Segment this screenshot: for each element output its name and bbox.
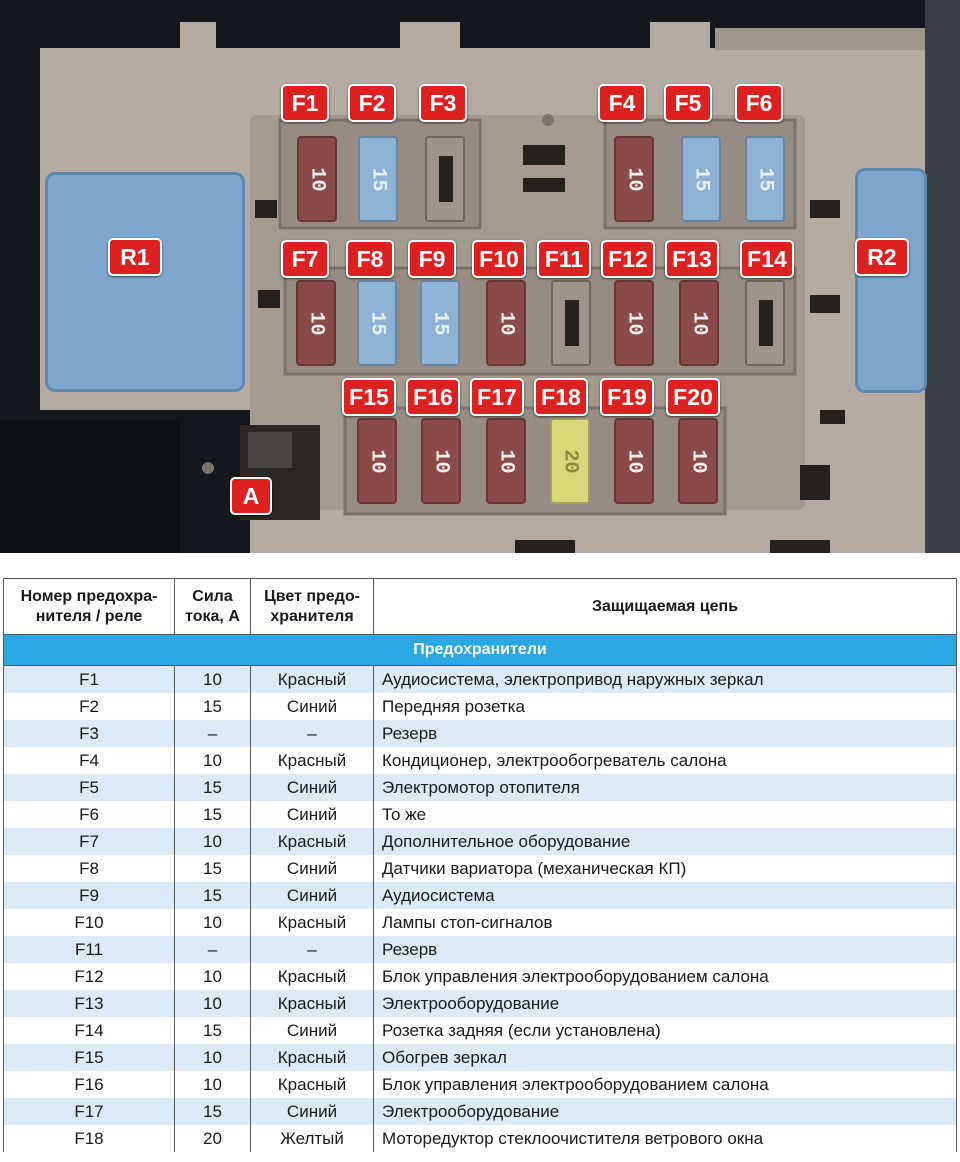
cell-color: – xyxy=(251,720,374,747)
table-row xyxy=(4,990,957,1017)
table-row xyxy=(4,1071,957,1098)
fuse-box-photo xyxy=(0,0,960,553)
cell-color: Синий xyxy=(251,693,374,720)
fuse-f1 xyxy=(297,136,337,222)
cell-circuit: Аудиосистема, электропривод наружных зеркал xyxy=(374,666,957,694)
table-row xyxy=(4,801,957,828)
cell-color: Красный xyxy=(251,963,374,990)
fuse-label-f17: F17 xyxy=(470,378,524,416)
cell-number: F2 xyxy=(4,693,175,720)
cell-circuit: Блок управления электрооборудованием салона xyxy=(374,963,957,990)
fuse-f13 xyxy=(679,280,719,366)
fuse-f18-rating: 20 xyxy=(558,448,582,474)
cell-current: 15 xyxy=(175,693,251,720)
cell-color: Синий xyxy=(251,855,374,882)
fuse-f17-rating: 10 xyxy=(494,448,518,474)
fuse-label-f20: F20 xyxy=(666,378,720,416)
cell-number: F6 xyxy=(4,801,175,828)
fuse-f9 xyxy=(420,280,460,366)
fuse-label-f7: F7 xyxy=(281,240,329,278)
cell-current: 10 xyxy=(175,963,251,990)
cell-number: F1 xyxy=(4,666,175,694)
fuse-f1-rating: 10 xyxy=(305,166,329,192)
cell-current: 10 xyxy=(175,909,251,936)
cell-circuit: Моторедуктор стеклоочистителя ветрового окна xyxy=(374,1125,957,1152)
fuse-label-f10: F10 xyxy=(472,240,526,278)
cell-number: F4 xyxy=(4,747,175,774)
fuse-f8 xyxy=(357,280,397,366)
cell-number: F12 xyxy=(4,963,175,990)
cell-number: F5 xyxy=(4,774,175,801)
cell-current: 15 xyxy=(175,1017,251,1044)
fuse-f18 xyxy=(550,418,590,504)
cell-color: Синий xyxy=(251,1098,374,1125)
fuse-label-f12: F12 xyxy=(601,240,655,278)
cell-circuit: Резерв xyxy=(374,936,957,963)
cell-current: 10 xyxy=(175,828,251,855)
table-row xyxy=(4,1098,957,1125)
header-number: Номер предохра-нителя / реле xyxy=(4,579,175,635)
table-row xyxy=(4,747,957,774)
cell-current: 15 xyxy=(175,855,251,882)
table-body xyxy=(4,635,957,1153)
cell-number: F11 xyxy=(4,936,175,963)
relay-label-r2: R2 xyxy=(855,238,909,276)
relay-r1-body xyxy=(45,172,245,392)
fuse-f7-rating: 10 xyxy=(304,310,328,336)
cell-number: F14 xyxy=(4,1017,175,1044)
table-row xyxy=(4,882,957,909)
cell-current: 10 xyxy=(175,1044,251,1071)
table-row xyxy=(4,909,957,936)
fuse-f10-rating: 10 xyxy=(494,310,518,336)
fuse-label-f16: F16 xyxy=(406,378,460,416)
cell-color: Красный xyxy=(251,909,374,936)
fuse-f8-rating: 15 xyxy=(365,310,389,336)
fuse-f12-rating: 10 xyxy=(622,310,646,336)
cell-circuit: Электромотор отопителя xyxy=(374,774,957,801)
fuse-label-f15: F15 xyxy=(342,378,396,416)
cell-current: 10 xyxy=(175,990,251,1017)
cell-color: – xyxy=(251,936,374,963)
table-row xyxy=(4,936,957,963)
fuse-label-f19: F19 xyxy=(600,378,654,416)
cell-current: – xyxy=(175,720,251,747)
fuse-f20 xyxy=(678,418,718,504)
cell-color: Желтый xyxy=(251,1125,374,1152)
fuse-f16 xyxy=(421,418,461,504)
cell-current: 15 xyxy=(175,801,251,828)
fuse-label-f9: F9 xyxy=(408,240,456,278)
cell-circuit: Лампы стоп-сигналов xyxy=(374,909,957,936)
fuse-f4-rating: 10 xyxy=(622,166,646,192)
section-title: Предохранители xyxy=(4,635,957,666)
fuse-f5 xyxy=(681,136,721,222)
relay-r2-body xyxy=(855,168,927,393)
section-row xyxy=(4,635,957,666)
cell-current: 10 xyxy=(175,1071,251,1098)
fuse-f19 xyxy=(614,418,654,504)
cell-color: Красный xyxy=(251,747,374,774)
cell-circuit: Розетка задняя (если установлена) xyxy=(374,1017,957,1044)
fuse-f12 xyxy=(614,280,654,366)
cell-circuit: Датчики вариатора (механическая КП) xyxy=(374,855,957,882)
table-row xyxy=(4,855,957,882)
cell-number: F17 xyxy=(4,1098,175,1125)
cell-current: 15 xyxy=(175,774,251,801)
fuse-label-f11: F11 xyxy=(537,240,591,278)
table-row xyxy=(4,963,957,990)
cell-number: F7 xyxy=(4,828,175,855)
table-row xyxy=(4,666,957,694)
cell-color: Красный xyxy=(251,1071,374,1098)
cell-number: F10 xyxy=(4,909,175,936)
fuse-label-f3: F3 xyxy=(419,84,467,122)
cell-color: Синий xyxy=(251,882,374,909)
cell-number: F18 xyxy=(4,1125,175,1152)
cell-circuit: Кондиционер, электрообогреватель салона xyxy=(374,747,957,774)
fuse-f7 xyxy=(296,280,336,366)
fuse-f19-rating: 10 xyxy=(622,448,646,474)
table-row xyxy=(4,774,957,801)
slot-f14-empty xyxy=(745,280,785,366)
cell-circuit: Обогрев зеркал xyxy=(374,1044,957,1071)
fuse-f17 xyxy=(486,418,526,504)
cell-number: F13 xyxy=(4,990,175,1017)
cell-color: Синий xyxy=(251,1017,374,1044)
cell-current: – xyxy=(175,936,251,963)
fuse-f2-rating: 15 xyxy=(366,166,390,192)
cell-number: F15 xyxy=(4,1044,175,1071)
fuse-f20-rating: 10 xyxy=(686,448,710,474)
cell-color: Красный xyxy=(251,990,374,1017)
fuse-f13-rating: 10 xyxy=(687,310,711,336)
slot-f3-empty xyxy=(425,136,465,222)
fuse-f6 xyxy=(745,136,785,222)
table-row xyxy=(4,693,957,720)
fuse-label-f5: F5 xyxy=(664,84,712,122)
cell-circuit: Резерв xyxy=(374,720,957,747)
table-row xyxy=(4,1017,957,1044)
cell-color: Красный xyxy=(251,1044,374,1071)
fuse-table-container xyxy=(0,578,960,1152)
fuse-f4 xyxy=(614,136,654,222)
header-current: Сила тока, А xyxy=(175,579,251,635)
fuse-label-f6: F6 xyxy=(735,84,783,122)
cell-circuit: Электрооборудование xyxy=(374,990,957,1017)
fuse-f15 xyxy=(357,418,397,504)
fuse-f15-rating: 10 xyxy=(365,448,389,474)
fuse-f2 xyxy=(358,136,398,222)
fuse-label-f18: F18 xyxy=(534,378,588,416)
cell-circuit: Аудиосистема xyxy=(374,882,957,909)
cell-current: 15 xyxy=(175,1098,251,1125)
fuse-f16-rating: 10 xyxy=(429,448,453,474)
header-color: Цвет предо-хранителя xyxy=(251,579,374,635)
slot-f11-empty xyxy=(551,280,591,366)
fuse-label-f8: F8 xyxy=(346,240,394,278)
table-row xyxy=(4,828,957,855)
cell-circuit: Блок управления электрооборудованием салона xyxy=(374,1071,957,1098)
table-row xyxy=(4,720,957,747)
cell-number: F8 xyxy=(4,855,175,882)
cell-circuit: То же xyxy=(374,801,957,828)
fuse-table xyxy=(3,578,957,1152)
fuse-label-f1: F1 xyxy=(281,84,329,122)
fuse-label-f14: F14 xyxy=(740,240,794,278)
cell-current: 10 xyxy=(175,747,251,774)
fuse-f5-rating: 15 xyxy=(689,166,713,192)
fuse-f10 xyxy=(486,280,526,366)
relay-label-a: A xyxy=(230,477,272,515)
cell-color: Синий xyxy=(251,774,374,801)
cell-circuit: Электрооборудование xyxy=(374,1098,957,1125)
cell-current: 15 xyxy=(175,882,251,909)
cell-current: 10 xyxy=(175,666,251,694)
table-row xyxy=(4,1044,957,1071)
header-circuit: Защищаемая цепь xyxy=(374,579,957,635)
relay-label-r1: R1 xyxy=(108,238,162,276)
cell-circuit: Дополнительное оборудование xyxy=(374,828,957,855)
fuse-f6-rating: 15 xyxy=(753,166,777,192)
cell-number: F9 xyxy=(4,882,175,909)
fuse-label-f2: F2 xyxy=(348,84,396,122)
cell-color: Синий xyxy=(251,801,374,828)
cell-number: F3 xyxy=(4,720,175,747)
cell-color: Красный xyxy=(251,666,374,694)
cell-circuit: Передняя розетка xyxy=(374,693,957,720)
fuse-f9-rating: 15 xyxy=(428,310,452,336)
table-row xyxy=(4,1125,957,1152)
fuse-label-f13: F13 xyxy=(665,240,719,278)
fuse-label-f4: F4 xyxy=(598,84,646,122)
cell-current: 20 xyxy=(175,1125,251,1152)
table-header-row xyxy=(4,579,957,635)
cell-color: Красный xyxy=(251,828,374,855)
cell-number: F16 xyxy=(4,1071,175,1098)
